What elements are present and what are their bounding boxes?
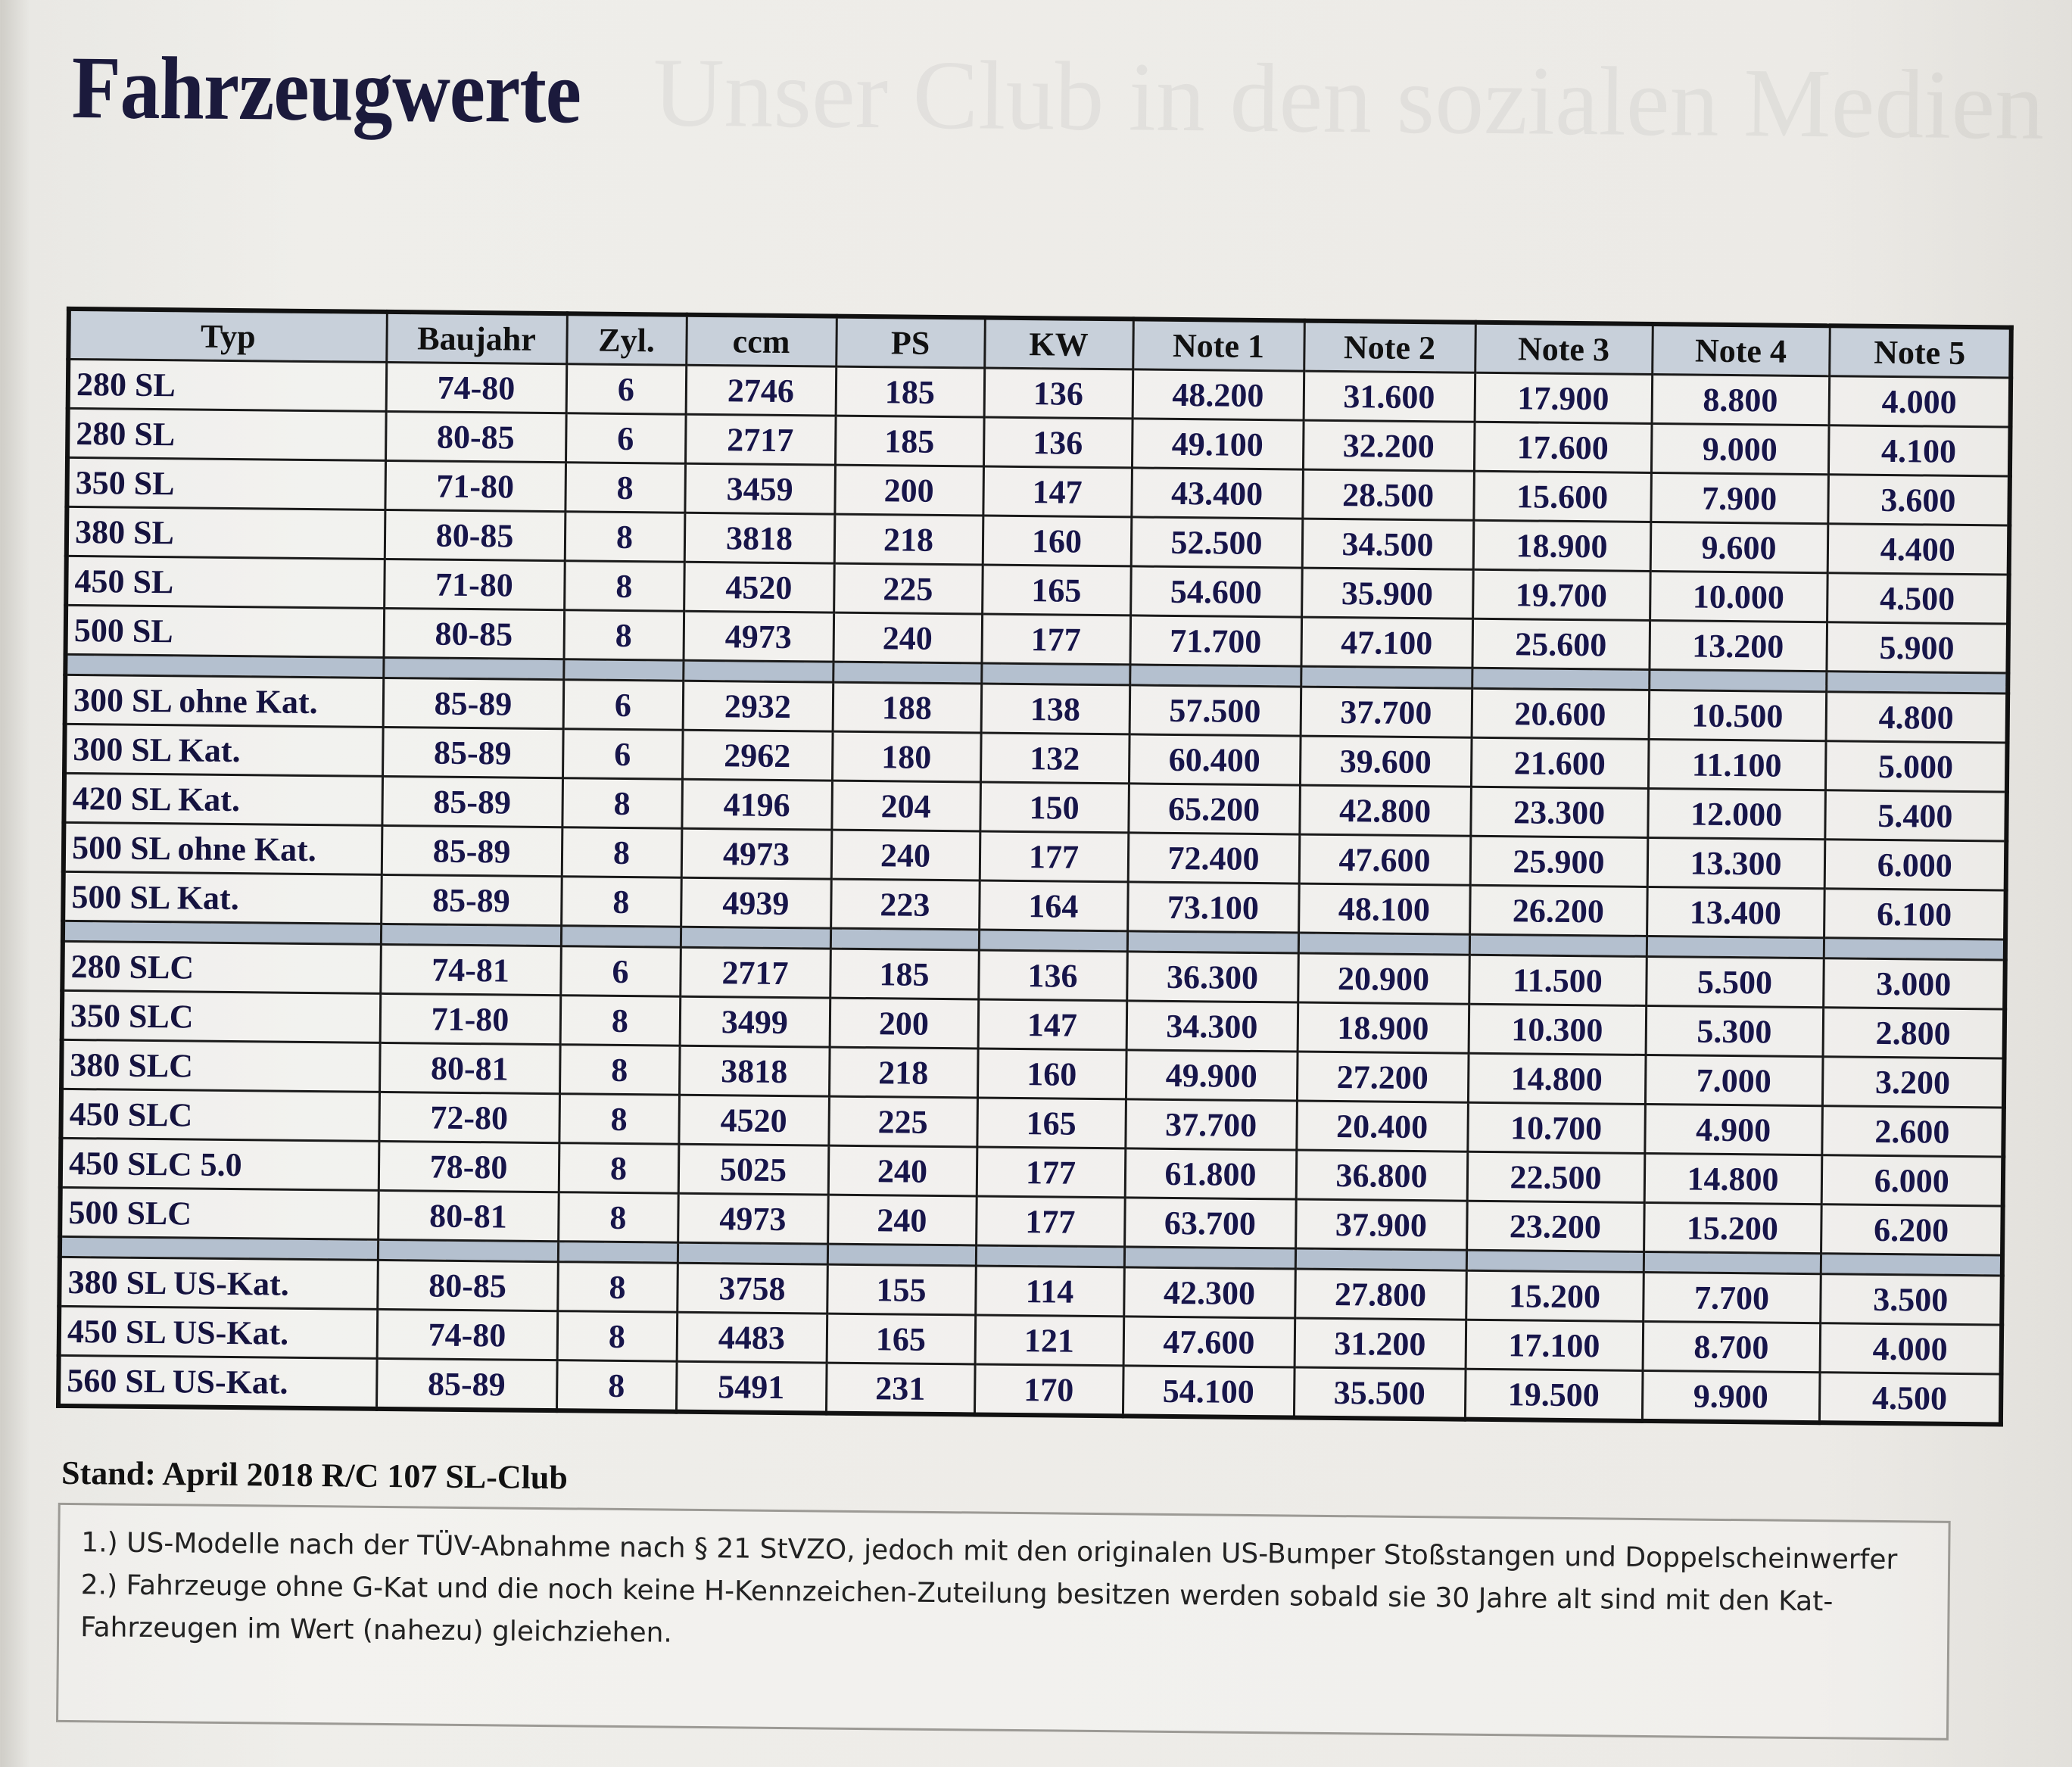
separator-cell (65, 654, 383, 678)
value-cell: 78-80 (379, 1141, 559, 1192)
value-cell: 185 (835, 416, 984, 466)
value-cell: 2.800 (1823, 1008, 2005, 1058)
value-cell: 14.800 (1468, 1053, 1646, 1104)
value-cell: 27.200 (1297, 1052, 1469, 1102)
separator-cell (383, 657, 563, 679)
value-cell: 200 (834, 465, 983, 516)
value-cell: 7.900 (1650, 472, 1828, 523)
value-cell: 10.500 (1649, 690, 1827, 740)
value-cell: 36.300 (1126, 952, 1298, 1002)
value-cell: 121 (975, 1315, 1124, 1366)
column-header: PS (836, 316, 985, 368)
value-cell: 74-80 (386, 362, 567, 413)
separator-cell (1472, 668, 1649, 690)
value-cell: 8 (562, 827, 682, 878)
separator-cell (1124, 1247, 1295, 1269)
value-cell: 4.500 (1819, 1373, 2002, 1425)
value-cell: 71-80 (380, 993, 561, 1044)
value-cell: 74-80 (377, 1309, 558, 1360)
value-cell: 4973 (684, 611, 834, 662)
type-cell: 450 SLC (61, 1089, 379, 1141)
value-cell: 85-89 (376, 1358, 557, 1410)
value-cell: 54.600 (1130, 566, 1302, 617)
value-cell: 9.600 (1650, 522, 1828, 572)
value-cell: 8 (558, 1192, 678, 1243)
value-cell: 20.900 (1298, 953, 1469, 1004)
value-cell: 6 (563, 680, 684, 731)
value-cell: 4.800 (1826, 692, 2008, 743)
value-cell: 3.000 (1823, 958, 2005, 1009)
type-cell: 380 SL US-Kat. (59, 1257, 378, 1309)
value-cell: 4520 (678, 1095, 829, 1145)
vehicle-values-table (56, 307, 2014, 1427)
value-cell: 8 (564, 610, 684, 661)
value-cell: 8 (560, 996, 681, 1046)
value-cell: 223 (830, 879, 980, 930)
value-cell: 23.200 (1466, 1201, 1644, 1251)
value-cell: 8 (559, 1094, 679, 1145)
value-cell: 8 (559, 1143, 679, 1194)
value-cell: 71-80 (384, 559, 565, 609)
value-cell: 136 (978, 950, 1127, 1001)
separator-cell (563, 659, 683, 681)
value-cell: 15.200 (1644, 1202, 1821, 1253)
value-cell: 5.300 (1646, 1005, 1824, 1056)
value-cell: 13.300 (1647, 837, 1825, 888)
value-cell: 4.900 (1644, 1104, 1822, 1155)
value-cell: 10.300 (1469, 1004, 1647, 1055)
value-cell: 3.600 (1827, 475, 2010, 525)
separator-cell (827, 1244, 976, 1266)
value-cell: 147 (978, 999, 1127, 1050)
value-cell: 185 (830, 949, 979, 999)
value-cell: 19.500 (1465, 1369, 1643, 1421)
value-cell: 34.300 (1126, 1001, 1298, 1052)
type-cell: 500 SL ohne Kat. (64, 822, 382, 874)
value-cell: 73.100 (1127, 882, 1299, 933)
value-cell: 4.100 (1828, 425, 2011, 476)
footnote-1: 1.) US-Modelle nach der TÜV-Abnahme nach § 21 StVZO, jedoch mit den originalen US-Bumper Stoßstangen und Doppelscheinwerfer (81, 1527, 1898, 1576)
value-cell: 177 (980, 831, 1129, 882)
separator-cell (381, 924, 561, 946)
page-title: Fahrzeugwerte (71, 37, 581, 142)
separator-cell (378, 1239, 558, 1261)
separator-cell (561, 926, 681, 948)
value-cell: 165 (827, 1314, 976, 1364)
value-cell: 25.900 (1470, 836, 1648, 887)
separator-cell (1826, 672, 2008, 693)
value-cell: 9.900 (1642, 1370, 1820, 1423)
type-cell: 300 SL ohne Kat. (65, 675, 384, 727)
value-cell: 23.300 (1470, 787, 1648, 837)
value-cell: 48.100 (1298, 884, 1470, 934)
value-cell: 47.600 (1299, 834, 1471, 885)
separator-cell (976, 1245, 1124, 1267)
value-cell: 27.800 (1295, 1269, 1466, 1320)
value-cell: 3818 (684, 513, 835, 563)
type-cell: 280 SL (67, 408, 386, 460)
separator-cell (1127, 931, 1298, 953)
value-cell: 10.700 (1467, 1102, 1645, 1153)
value-cell: 2.600 (1821, 1106, 2004, 1157)
value-cell: 3.500 (1820, 1274, 2002, 1325)
value-cell: 85-89 (381, 874, 562, 925)
value-cell: 31.600 (1304, 371, 1475, 422)
value-cell: 8 (557, 1262, 678, 1313)
value-cell: 15.200 (1466, 1270, 1644, 1321)
value-cell: 8.800 (1652, 374, 1830, 425)
value-cell: 5.500 (1646, 956, 1824, 1007)
value-cell: 80-81 (379, 1042, 560, 1093)
value-cell: 8 (562, 778, 682, 829)
value-cell: 52.500 (1131, 517, 1303, 568)
value-cell: 31.200 (1295, 1318, 1466, 1369)
value-cell: 22.500 (1467, 1152, 1645, 1202)
value-cell: 165 (982, 565, 1131, 615)
value-cell: 160 (983, 516, 1132, 566)
type-cell: 300 SL Kat. (64, 724, 383, 776)
value-cell: 49.900 (1126, 1050, 1298, 1101)
value-cell: 18.900 (1298, 1002, 1469, 1053)
value-cell: 6 (562, 729, 683, 780)
stand-caption: Stand: April 2018 R/C 107 SL-Club (61, 1454, 569, 1497)
type-cell: 350 SLC (62, 990, 381, 1042)
column-header: Zyl. (566, 313, 687, 365)
value-cell: 6.200 (1821, 1204, 2003, 1255)
value-cell: 6.000 (1821, 1155, 2004, 1206)
value-cell: 2962 (682, 730, 833, 781)
value-cell: 9.000 (1651, 423, 1829, 474)
value-cell: 35.900 (1301, 568, 1473, 619)
value-cell: 80-81 (378, 1190, 559, 1241)
value-cell: 19.700 (1472, 569, 1650, 620)
value-cell: 43.400 (1131, 468, 1303, 519)
value-cell: 136 (984, 368, 1133, 419)
column-header: Baujahr (386, 312, 567, 364)
value-cell: 177 (977, 1147, 1126, 1198)
value-cell: 54.100 (1123, 1366, 1295, 1418)
value-cell: 37.900 (1295, 1199, 1467, 1250)
value-cell: 80-85 (385, 510, 566, 560)
value-cell: 160 (977, 1049, 1126, 1099)
separator-cell (1298, 933, 1469, 955)
type-cell: 450 SL US-Kat. (59, 1306, 378, 1358)
separator-cell (1647, 936, 1824, 958)
separator-cell (681, 927, 830, 949)
value-cell: 15.600 (1473, 471, 1651, 522)
value-cell: 85-89 (382, 776, 562, 827)
value-cell: 57.500 (1129, 685, 1301, 736)
value-cell: 150 (980, 782, 1129, 833)
separator-cell (1295, 1248, 1466, 1270)
separator-cell (683, 660, 833, 682)
value-cell: 80-85 (384, 608, 565, 659)
value-cell: 8 (565, 512, 685, 563)
separator-cell (558, 1242, 678, 1264)
separator-cell (981, 663, 1129, 685)
value-cell: 114 (975, 1266, 1124, 1317)
value-cell: 12.000 (1647, 788, 1825, 839)
separator-cell (1466, 1250, 1644, 1272)
value-cell: 136 (983, 417, 1133, 468)
value-cell: 218 (834, 514, 983, 565)
value-cell: 85-89 (382, 727, 563, 778)
value-cell: 7.000 (1645, 1055, 1823, 1105)
separator-cell (1301, 666, 1472, 688)
value-cell: 85-89 (382, 825, 562, 876)
separator-cell (678, 1242, 827, 1264)
value-cell: 4973 (681, 828, 832, 879)
type-cell: 500 SLC (60, 1187, 379, 1239)
column-header: Typ (68, 309, 387, 363)
value-cell: 3.200 (1822, 1057, 2005, 1108)
value-cell: 61.800 (1125, 1148, 1297, 1199)
value-cell: 4.400 (1827, 524, 2010, 575)
value-cell: 8 (564, 561, 684, 612)
value-cell: 37.700 (1301, 687, 1472, 737)
value-cell: 13.400 (1647, 887, 1824, 937)
value-cell: 47.600 (1123, 1317, 1295, 1367)
type-cell: 500 SL (66, 605, 385, 657)
value-cell: 18.900 (1473, 520, 1651, 571)
value-cell: 8 (561, 877, 681, 927)
table-body (58, 359, 2011, 1424)
value-cell: 177 (976, 1196, 1125, 1247)
value-cell: 60.400 (1129, 734, 1301, 785)
value-cell: 42.800 (1299, 785, 1471, 836)
value-cell: 4483 (677, 1312, 827, 1363)
value-cell: 72.400 (1128, 833, 1300, 884)
value-cell: 25.600 (1472, 619, 1650, 669)
type-cell: 280 SL (68, 359, 387, 411)
separator-cell (830, 928, 979, 950)
value-cell: 240 (828, 1145, 977, 1196)
value-cell: 185 (836, 366, 985, 417)
value-cell: 200 (830, 998, 979, 1049)
value-cell: 177 (981, 614, 1130, 665)
value-cell: 4.000 (1820, 1323, 2002, 1374)
value-cell: 6 (566, 413, 686, 464)
value-cell: 39.600 (1300, 736, 1472, 787)
value-cell: 14.800 (1644, 1153, 1822, 1204)
value-cell: 218 (829, 1047, 978, 1098)
value-cell: 32.200 (1303, 420, 1475, 471)
value-cell: 10.000 (1650, 571, 1827, 622)
value-cell: 7.700 (1643, 1272, 1821, 1323)
value-cell: 8 (556, 1360, 677, 1412)
type-cell: 420 SL Kat. (64, 773, 382, 825)
value-cell: 34.500 (1302, 519, 1474, 569)
value-cell: 5.000 (1825, 741, 2008, 792)
value-cell: 165 (977, 1098, 1126, 1148)
value-cell: 48.200 (1133, 369, 1304, 420)
value-cell: 3499 (680, 996, 830, 1047)
type-cell: 450 SL (66, 556, 385, 608)
value-cell: 132 (980, 733, 1129, 784)
value-cell: 155 (827, 1264, 976, 1315)
value-cell: 6.000 (1824, 840, 2007, 890)
value-cell: 2717 (685, 414, 836, 465)
value-cell: 225 (828, 1096, 977, 1147)
value-cell: 36.800 (1296, 1150, 1468, 1201)
value-cell: 188 (833, 682, 982, 733)
value-cell: 42.300 (1123, 1267, 1295, 1318)
value-cell: 47.100 (1301, 617, 1472, 668)
value-cell: 2932 (683, 681, 833, 731)
value-cell: 65.200 (1128, 784, 1300, 834)
value-cell: 80-85 (377, 1260, 558, 1310)
value-cell: 180 (832, 731, 981, 782)
separator-cell (1469, 934, 1647, 956)
value-cell: 71.700 (1129, 615, 1301, 666)
value-cell: 3459 (684, 463, 835, 514)
value-cell: 8 (557, 1311, 678, 1362)
type-cell: 280 SLC (62, 941, 381, 993)
value-cell: 5.400 (1824, 790, 2007, 841)
separator-cell (1644, 1251, 1821, 1273)
value-cell: 72-80 (379, 1092, 559, 1142)
value-cell: 71-80 (385, 460, 566, 511)
separator-cell (1129, 665, 1301, 687)
value-cell: 4.000 (1829, 376, 2011, 427)
value-cell: 3758 (677, 1263, 827, 1314)
value-cell: 20.600 (1472, 688, 1650, 739)
value-cell: 2717 (680, 947, 830, 998)
value-cell: 20.400 (1296, 1101, 1468, 1152)
value-cell: 231 (826, 1363, 975, 1414)
type-cell: 380 SLC (61, 1039, 380, 1092)
value-cell: 35.500 (1294, 1367, 1466, 1420)
value-cell: 3818 (679, 1046, 830, 1096)
separator-cell (1649, 669, 1826, 691)
value-cell: 240 (833, 612, 982, 663)
type-cell: 560 SL US-Kat. (58, 1355, 377, 1409)
value-cell: 2746 (686, 365, 837, 416)
value-cell: 170 (974, 1364, 1123, 1416)
value-cell: 4520 (684, 562, 834, 612)
value-cell: 240 (827, 1195, 977, 1245)
value-cell: 5025 (678, 1144, 829, 1195)
value-cell: 5.900 (1826, 622, 2008, 673)
value-cell: 21.600 (1471, 737, 1649, 788)
value-cell: 49.100 (1132, 419, 1304, 469)
value-cell: 4939 (681, 877, 831, 928)
separator-cell (833, 662, 981, 684)
column-header: Note 1 (1133, 319, 1304, 371)
value-cell: 8.700 (1643, 1321, 1821, 1372)
value-cell: 11.100 (1648, 739, 1826, 790)
value-cell: 13.200 (1649, 620, 1827, 671)
type-cell: 450 SLC 5.0 (61, 1138, 379, 1190)
background-heading (653, 36, 2045, 163)
column-header: Note 2 (1304, 321, 1475, 373)
value-cell: 63.700 (1124, 1198, 1296, 1248)
value-cell: 204 (831, 781, 980, 831)
column-header: KW (984, 318, 1133, 369)
value-cell: 26.200 (1469, 885, 1647, 936)
value-cell: 37.700 (1125, 1099, 1297, 1150)
separator-cell (1821, 1254, 2002, 1276)
value-cell: 85-89 (383, 678, 564, 728)
value-cell: 80-85 (385, 411, 566, 462)
value-cell: 6 (560, 946, 681, 997)
value-cell: 4.500 (1827, 573, 2009, 624)
type-cell: 350 SL (67, 457, 385, 510)
value-cell: 8 (559, 1045, 680, 1095)
value-cell: 5491 (676, 1361, 827, 1413)
value-cell: 4973 (678, 1193, 828, 1244)
value-cell: 8 (565, 463, 685, 513)
value-cell: 17.900 (1475, 372, 1653, 423)
column-header: Note 5 (1829, 326, 2011, 378)
value-cell: 74-81 (380, 944, 561, 995)
footnote-2: 2.) Fahrzeuge ohne G-Kat und die noch keine H-Kennzeichen-Zuteilung besitzen werden sobald sie 30 Jahre alt sind mit den Kat-Fahrzeugen im Wert (nahezu) gleichziehen. (80, 1569, 1834, 1649)
separator-cell (1824, 938, 2005, 960)
value-cell: 11.500 (1469, 955, 1647, 1005)
value-cell: 147 (983, 466, 1132, 517)
type-cell: 380 SL (67, 506, 385, 559)
footnotes-box (56, 1503, 1951, 1741)
column-header: ccm (686, 315, 837, 366)
value-cell: 240 (831, 830, 980, 880)
value-cell: 17.100 (1466, 1320, 1644, 1370)
value-cell: 138 (981, 684, 1130, 734)
value-cell: 225 (833, 563, 983, 614)
separator-cell (60, 1236, 378, 1260)
separator-cell (979, 930, 1127, 952)
value-cell: 6 (566, 364, 687, 415)
column-header: Note 4 (1652, 324, 1830, 376)
type-cell: 500 SL Kat. (63, 871, 382, 924)
value-cell: 17.600 (1474, 422, 1652, 472)
value-cell: 4196 (681, 779, 832, 830)
value-cell: 6.100 (1824, 889, 2006, 940)
separator-cell (63, 921, 381, 944)
value-cell: 164 (979, 880, 1128, 931)
value-cell: 28.500 (1302, 469, 1474, 520)
column-header: Note 3 (1475, 323, 1653, 375)
